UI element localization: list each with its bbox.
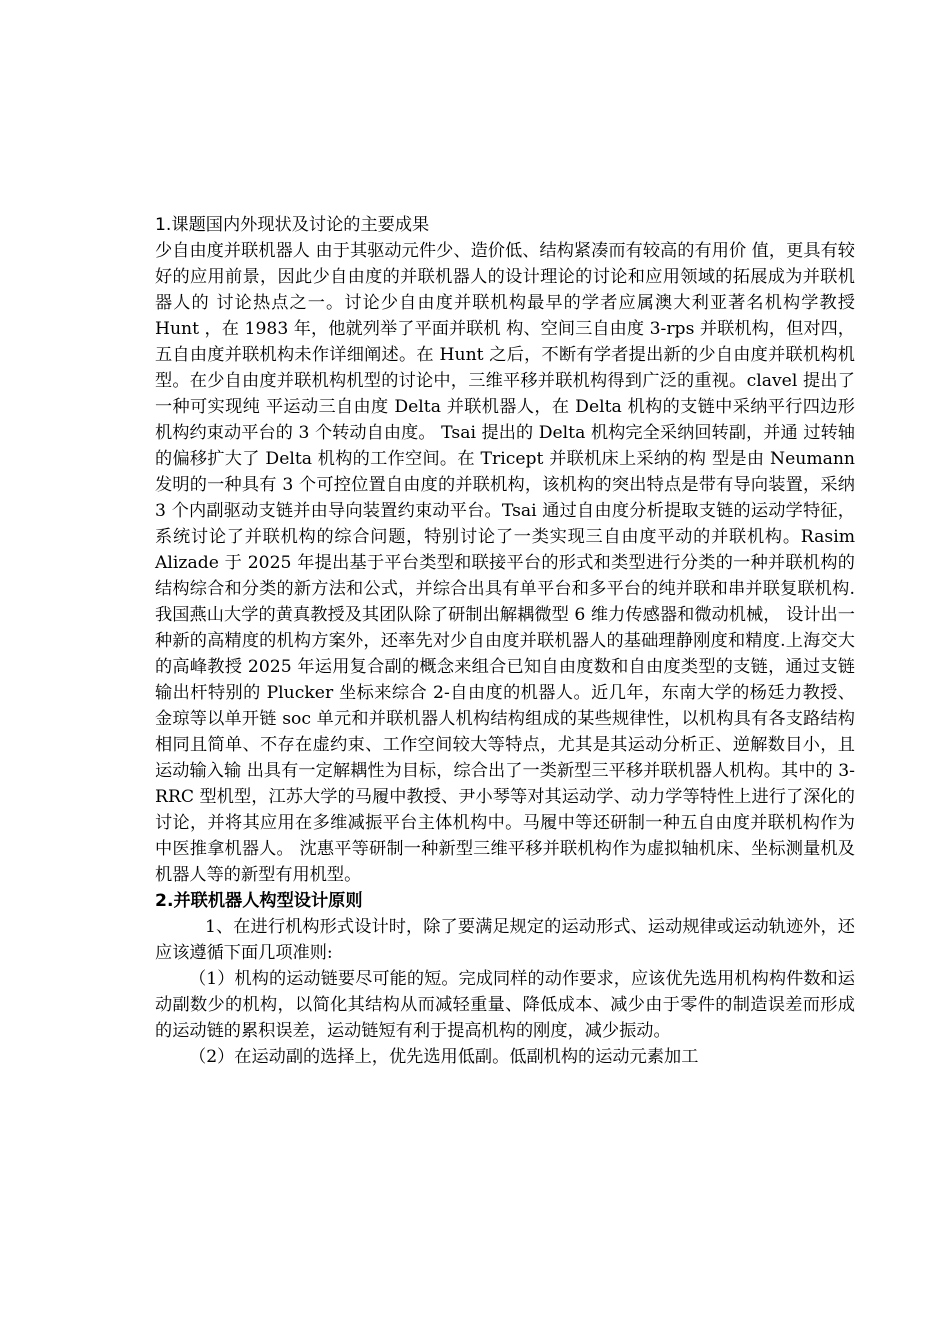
section-1-heading: 1.课题国内外现状及讨论的主要成果 xyxy=(155,215,430,235)
rule-1-paragraph: （1）机构的运动链要尽可能的短。完成同样的动作要求，应该优先选用机构构件数和运动副数少的机构，以简化其结构从而减轻重量、降低成本、减少由于零件的制造误差而形成的运动链的累积误差，运动链短有利于提高机构的刚度，减少振动。 xyxy=(155,969,855,1041)
section-2-intro-paragraph: 1、在进行机构形式设计时，除了要满足规定的运动形式、运动规律或运动轨迹外，还应该遵循下面几项准则: xyxy=(155,917,855,963)
document-body xyxy=(155,212,855,1070)
rule-2-paragraph: （2）在运动副的选择上，优先选用低副。低副机构的运动元素加工 xyxy=(189,1047,699,1067)
section-2-heading: 2.并联机器人构型设计原则 xyxy=(155,891,363,911)
section-1-paragraph: 少自由度并联机器人 由于其驱动元件少、造价低、结构紧凑而有较高的有用价 值，更具有较好的应用前景，因此少自由度的并联机器人的设计理论的讨论和应用领域的拓展成为并联机器人的 讨论热点之一。讨论少自由度并联机构最早的学者应属澳大利亚著名机构学教授 Hunt ，在 1983 年，他就列举了平面并联机 构、空间三自由度 3-rps 并联机构，但对四，五自由度并联机构未作详细阐述。在 Hunt 之后，不断有学者提出新的少自由度并联机构机型。在少自由度并联机构机型的讨论中，三维平移并联机构得到广泛的重视。clavel 提出了一种可实现纯 平运动三自由度 Delta 并联机器人，在 Delta 机构的支链中采纳平行四边形机构约束动平台的 3 个转动自由度。 Tsai 提出的 Delta 机构完全采纳回转副，并通 过转轴的偏移扩大了 Delta 机构的工作空间。在 Tricept 并联机床上采纳的构 型是由 Neumann 发明的一种具有 3 个可控位置自由度的并联机构，该机构的突出特点是带有导向装置，采纳 3 个内副驱动支链并由导向装置约束动平台。Tsai 通过自由度分析提取支链的运动学特征，系统讨论了并联机构的综合问题，特别讨论了一类实现三自由度平动的并联机构。Rasim Alizade 于 2025 年提出基于平台类型和联接平台的形式和类型进行分类的一种并联机构的结构综合和分类的新方法和公式，并综合出具有单平台和多平台的纯并联和串并联复联机构.我国燕山大学的黄真教授及其团队除了研制出解耦微型 6 维力传感器和微动机械， 设计出一种新的高精度的机构方案外，还率先对少自由度并联机器人的基础理静刚度和精度.上海交大的高峰教授 2025 年运用复合副的概念来组合已知自由度数和自由度类型的支链，通过支链输出杆特别的 Plucker 坐标来综合 2-自由度的机器人。近几年，东南大学的杨廷力教授、金琼等以单开链 soc 单元和并联机器人机构结构组成的某些规律性，以机构具有各支路结构相同且简单、不存在虚约束、工作空间较大等特点，尤其是其运动分析正、逆解数目小，且运动输入输 出具有一定解耦性为目标，综合出了一类新型三平移并联机器人机构。其中的 3-RRC 型机型，江苏大学的马履中教授、尹小琴等对其运动学、动力学等特性上进行了深化的讨论，并将其应用在多维减振平台主体机构中。马履中等还研制一种五自由度并联机构作为中医推拿机器人。 沈惠平等研制一种新型三维平移并联机构作为虚拟轴机床、坐标测量机及机器人等的新型有用机型。 xyxy=(155,241,855,885)
